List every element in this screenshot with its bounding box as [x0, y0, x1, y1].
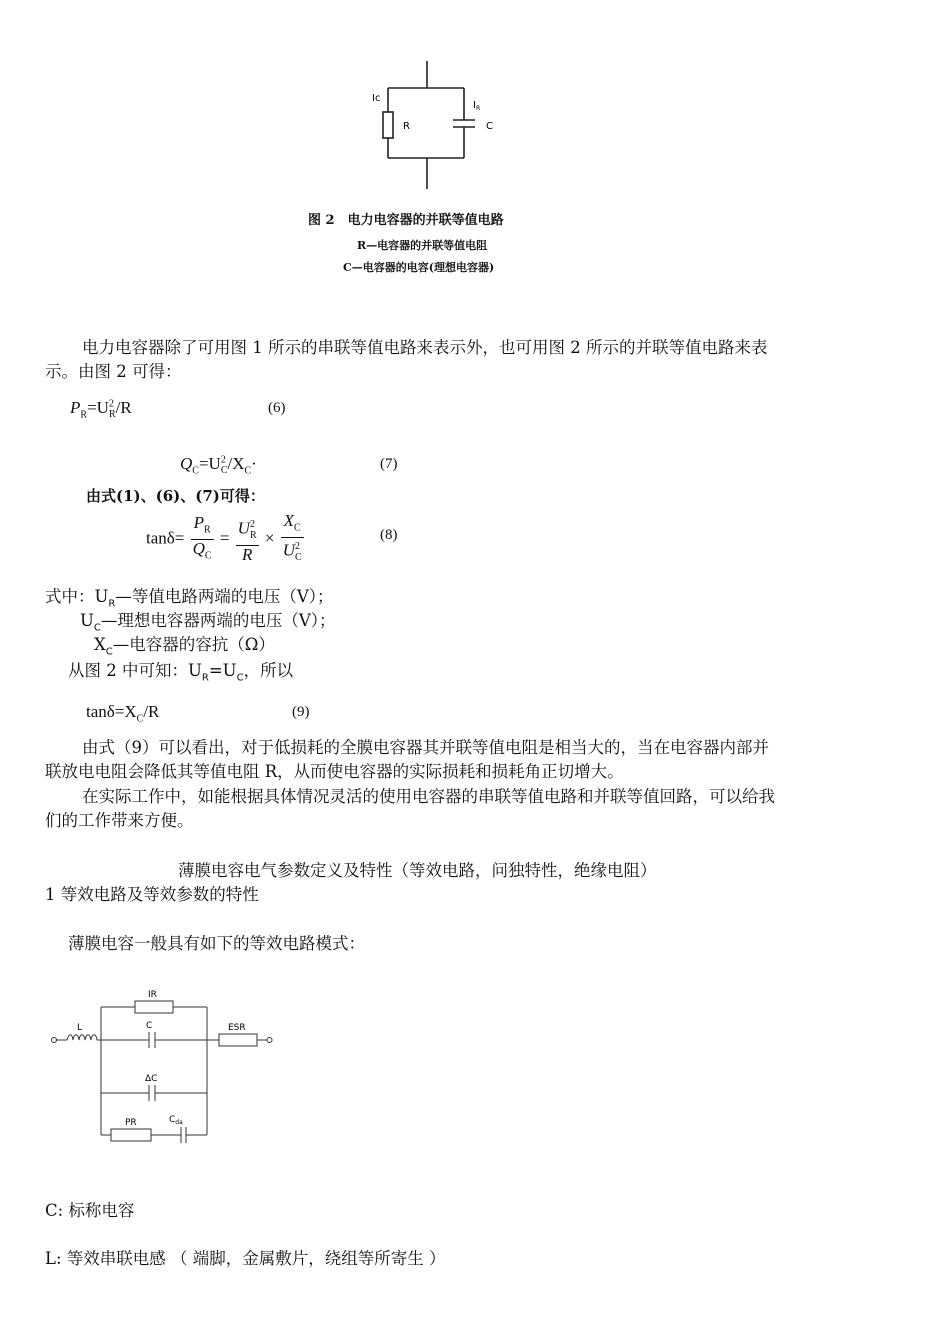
intro-line: 薄膜电容一般具有如下的等效电路模式： — [68, 934, 365, 953]
equation-8: tanδ= $\frac{P_R}{Q_C}$ = $\frac{U^2_R}{R}$ × $\frac{X_C}{U^2_C}$ — [146, 512, 306, 567]
definition-l: L: 等效串联电感 （ 端脚，金属敷片，绕组等所寄生 ） — [45, 1249, 446, 1268]
label-delta-c: ΔC — [145, 1074, 158, 1084]
fraction-p-over-q: $\frac{P_R}{Q_C}$ — [192, 512, 212, 562]
label-ic: Ic — [372, 93, 381, 104]
paragraph-3-line-2: 们的工作带来方便。 — [45, 811, 194, 830]
derivation-line: 由式(1)、(6)、(7)可得： — [86, 487, 265, 505]
label-ir: IR — [148, 990, 157, 1000]
paragraph-1-line-2: 示。由图 2 可得： — [45, 362, 182, 381]
where-line-2: $U_C—$理想电容器两端的电压（V）； — [80, 611, 336, 634]
figure-3-equivalent-circuit — [45, 985, 285, 1145]
label-cda: $C_{da}$ — [169, 1115, 183, 1126]
paragraph-3-line-1: 在实际工作中，如能根据具体情况灵活的使用电容器的串联等值电路和并联等值回路，可以给我 — [82, 787, 775, 806]
equation-6: $P_R=U^2_R/R$ — [70, 398, 132, 421]
where-line-4: 从图 2 中可知：$U_R=U_C$，所以 — [68, 661, 294, 684]
resistor-pr — [111, 1129, 151, 1141]
terminal-left — [52, 1038, 57, 1043]
subsection-title: 1 等效电路及等效参数的特性 — [45, 885, 259, 904]
where-line-1: 式中：$U_R—$等值电路两端的电压（V）； — [45, 587, 334, 610]
definition-c: C: 标称电容 — [45, 1201, 135, 1220]
resistor-r — [383, 112, 393, 138]
figure-2-caption-title: 图 2 电力电容器的并联等值电路 — [308, 213, 504, 228]
label-l: L — [77, 1023, 83, 1033]
label-esr: ESR — [228, 1023, 246, 1033]
equation-7-number: (7) — [380, 456, 398, 472]
equation-6-number: (6) — [268, 400, 286, 416]
resistor-ir — [135, 1001, 173, 1013]
fraction-u-squared-over-r: $\frac{U^2_R}{R}$ — [236, 516, 259, 564]
label-c: C — [486, 121, 493, 132]
inductor-l — [67, 1035, 97, 1040]
section-title: 薄膜电容电气参数定义及特性（等效电路，问独特性，绝缘电阻） — [178, 861, 657, 880]
paragraph-1-line-1: 电力电容器除了可用图 1 所示的串联等值电路来表示外，也可用图 2 所示的并联等值电路来表 — [82, 338, 768, 357]
equation-9: $\tan\delta=X_C/R$ — [86, 702, 160, 725]
terminal-right — [267, 1038, 272, 1043]
label-r: R — [403, 121, 410, 132]
figure-2-caption-line2: C—电容器的电容(理想电容器) — [343, 261, 495, 274]
figure-2-parallel-circuit — [360, 55, 520, 195]
paragraph-2-line-2: 联放电电阻会降低其等值电阻 R，从而使电容器的实际损耗和损耗角正切增大。 — [45, 762, 624, 781]
equation-9-number: (9) — [292, 704, 310, 720]
where-line-3: $X_C—$电容器的容抗（Ω） — [94, 635, 275, 658]
equation-7: $Q_C=U^2_C/X_C\cdot$ — [180, 454, 257, 477]
figure-2-caption-line1: R—电容器的并联等值电阻 — [357, 239, 488, 252]
label-pr: PR — [125, 1118, 137, 1128]
equation-8-number: (8) — [380, 527, 398, 543]
resistor-esr — [219, 1034, 257, 1046]
label-ir: $I_R$ — [473, 100, 481, 112]
label-c: C — [146, 1021, 153, 1031]
fraction-x-over-u-squared: $\frac{X_C}{U^2_C}$ — [282, 511, 302, 564]
paragraph-2-line-1: 由式（9）可以看出，对于低损耗的全膜电容器其并联等值电阻是相当大的，当在电容器内部并 — [82, 738, 769, 757]
